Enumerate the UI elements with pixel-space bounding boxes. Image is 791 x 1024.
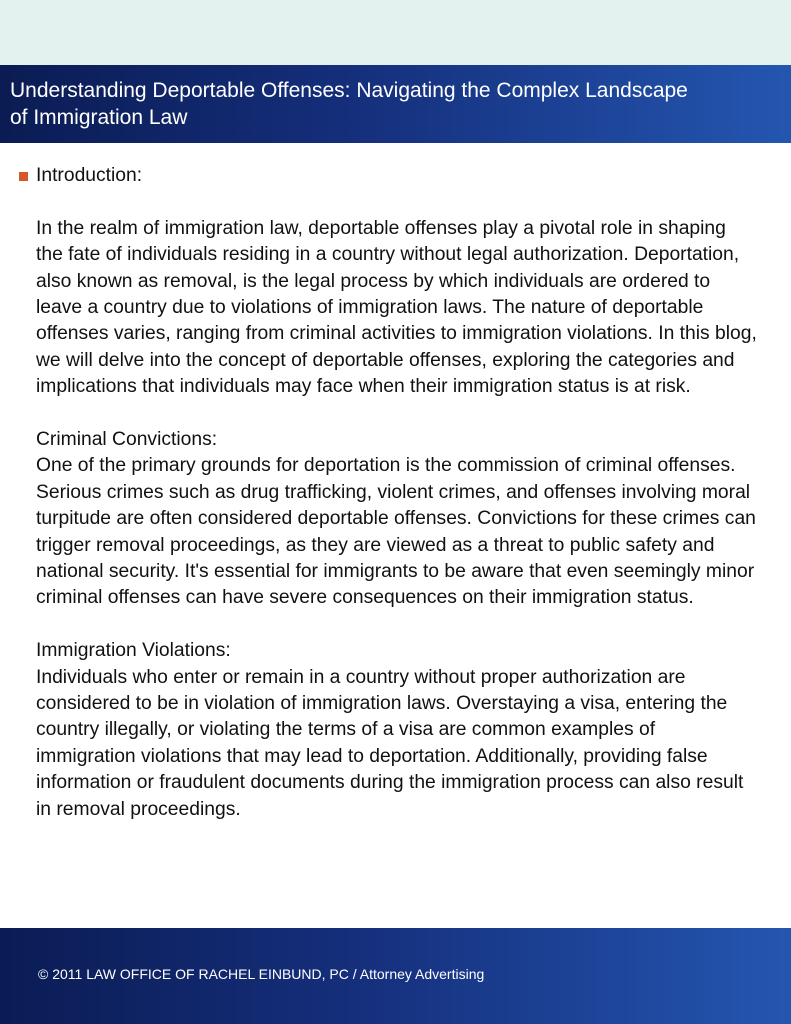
article-body	[36, 163, 758, 850]
footer-copyright: © 2011 LAW OFFICE OF RACHEL EINBUND, PC / Attorney Advertising	[38, 966, 485, 982]
intro-label: Introduction:	[36, 165, 143, 186]
intro-paragraph: In the realm of immigration law, deportable offenses play a pivotal role in shaping the fate of individuals residing in a country without legal authorization. Deportation, also known as removal, is the legal process by which individuals are ordered to leave a country due to violations of immigration laws. The nature of deportable offenses varies, ranging from criminal activities to immigration violations. In this blog, we will delve into the concept of deportable offenses, exploring the categories and implications that individuals may face when their immigration status is at risk.	[36, 217, 757, 398]
section-paragraph-criminal-convictions: One of the primary grounds for deportation is the commission of criminal offenses. Serious crimes such as drug trafficking, violent crimes, and offenses involving moral turpitude are often considered deportable offenses. Convictions for these crimes can trigger removal proceedings, as they are viewed as a threat to public safety and national security. It's essential for immigrants to be aware that even seemingly minor criminal offenses can have severe consequences on their immigration status.	[36, 455, 756, 609]
section-paragraph-immigration-violations: Individuals who enter or remain in a country without proper authorization are considered to be in violation of immigration laws. Overstaying a visa, entering the country illegally, or violating the terms of a visa are common examples of immigration violations that may lead to deportation. Additionally, providing false information or fraudulent documents during the immigration process can also result in removal proceedings.	[36, 666, 744, 820]
section-heading-immigration-violations: Immigration Violations:	[36, 640, 231, 662]
top-band	[0, 0, 791, 65]
intro-heading	[36, 163, 758, 189]
section-heading-criminal-convictions: Criminal Convictions:	[36, 429, 218, 451]
page-title: Understanding Deportable Offenses: Navigating the Complex Landscape of Immigration Law	[10, 79, 688, 129]
footer-banner	[0, 928, 791, 1024]
square-bullet-icon	[19, 172, 28, 181]
title-banner	[0, 65, 791, 143]
